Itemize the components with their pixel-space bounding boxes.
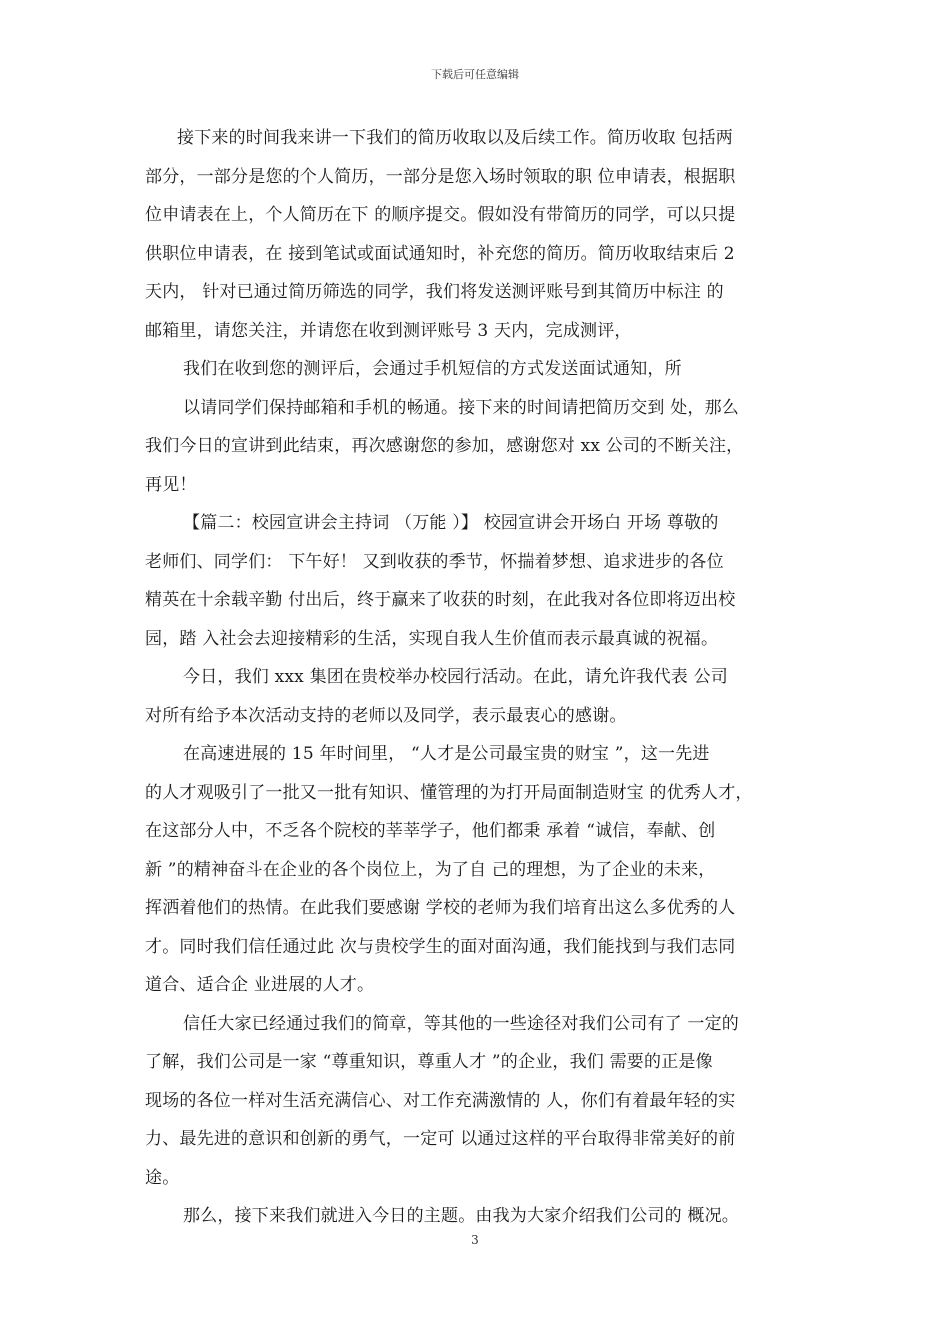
paragraph-line: 以请同学们保持邮箱和手机的畅通。接下来的时间请把简历交到 处，那么 [183, 397, 740, 418]
paragraph-line: 【篇二：校园宣讲会主持词 （万能 ）】 校园宣讲会开场白 开场 尊敬的 [183, 513, 719, 533]
page-number: 3 [471, 1233, 479, 1247]
page-header: 下载后可任意编辑 [431, 68, 519, 81]
paragraph-line: 园，踏 入社会去迎接精彩的生活，实现自我人生价值而表示最真诚的祝福。 [145, 628, 719, 649]
paragraph-line: 在高速进展的 15 年时间里， “人才是公司最宝贵的财宝 ”，这一先进 [183, 744, 710, 764]
paragraph-line: 我们今日的宣讲到此结束，再次感谢您的参加，感谢您对 xx 公司的不断关注， [145, 436, 744, 456]
paragraph-line: 新 ”的精神奋斗在企业的各个岗位上，为了自 己的理想，为了企业的未来， [145, 859, 716, 880]
paragraph-line: 在这部分人中，不乏各个院校的莘莘学子，他们都秉 承着 “诚信，奉献、创 [145, 821, 716, 841]
document-body [145, 119, 815, 1236]
paragraph-line: 力、最先进的意识和创新的勇气，一定可 以通过这样的平台取得非常美好的前 [145, 1129, 736, 1149]
paragraph-line: 供职位申请表，在 接到笔试或面试通知时，补充您的简历。简历收取结束后 2 [145, 243, 735, 264]
paragraph-line: 挥洒着他们的热情。在此我们要感谢 学校的老师为我们培育出这么多优秀的人 [145, 898, 736, 918]
paragraph-line: 部分，一部分是您的个人简历，一部分是您入场时领取的职 位申请表，根据职 [145, 166, 736, 187]
paragraph-line: 我们在收到您的测评后，会通过手机短信的方式发送面试通知，所 [183, 359, 682, 379]
paragraph-line: 现场的各位一样对生活充满信心、对工作充满激情的 人，你们有着最年轻的实 [145, 1090, 736, 1111]
paragraph-line: 途。 [145, 1167, 180, 1188]
paragraph-line: 精英在十余载辛勤 付出后，终于赢来了收获的时刻，在此我对各位即将迈出校 [145, 590, 736, 610]
paragraph-line: 的人才观吸引了一批又一批有知识、懂管理的为打开局面制造财宝 的优秀人才， [145, 782, 753, 803]
paragraph-line: 对所有给予本次活动支持的老师以及同学，表示最衷心的感谢。 [145, 705, 627, 726]
paragraph-line: 邮箱里，请您关注，并请您在收到测评账号 3 天内，完成测评， [145, 320, 632, 341]
paragraph-line: 接下来的时间我来讲一下我们的简历收取以及后续工作。简历收取 包括两 [177, 128, 734, 148]
paragraph-line: 了解，我们公司是一家 “尊重知识，尊重人才 ”的企业，我们 需要的正是像 [145, 1052, 713, 1072]
paragraph-line: 信任大家已经通过我们的简章，等其他的一些途径对我们公司有了 一定的 [183, 1013, 740, 1034]
paragraph-line: 今日，我们 xxx 集团在贵校举办校园行活动。在此，请允许我代表 公司 [183, 667, 728, 687]
paragraph-line: 位申请表在上，个人简历在下 的顺序提交。假如没有带简历的同学，可以只提 [145, 205, 736, 225]
paragraph-line: 才。同时我们信任通过此 次与贵校学生的面对面沟通，我们能找到与我们志同 [145, 936, 736, 957]
paragraph-line: 道合、适合企 业进展的人才。 [145, 975, 375, 995]
paragraph-line: 再见！ [145, 474, 197, 495]
paragraph-line: 老师们、同学们： 下午好！ 又到收获的季节，怀揣着梦想、追求进步的各位 [145, 551, 724, 572]
paragraph-line: 天内， 针对已通过简历筛选的同学，我们将发送测评账号到其简历中标注 的 [145, 282, 724, 302]
paragraph-line: 那么，接下来我们就进入今日的主题。由我为大家介绍我们公司的 概况。 [183, 1206, 740, 1226]
